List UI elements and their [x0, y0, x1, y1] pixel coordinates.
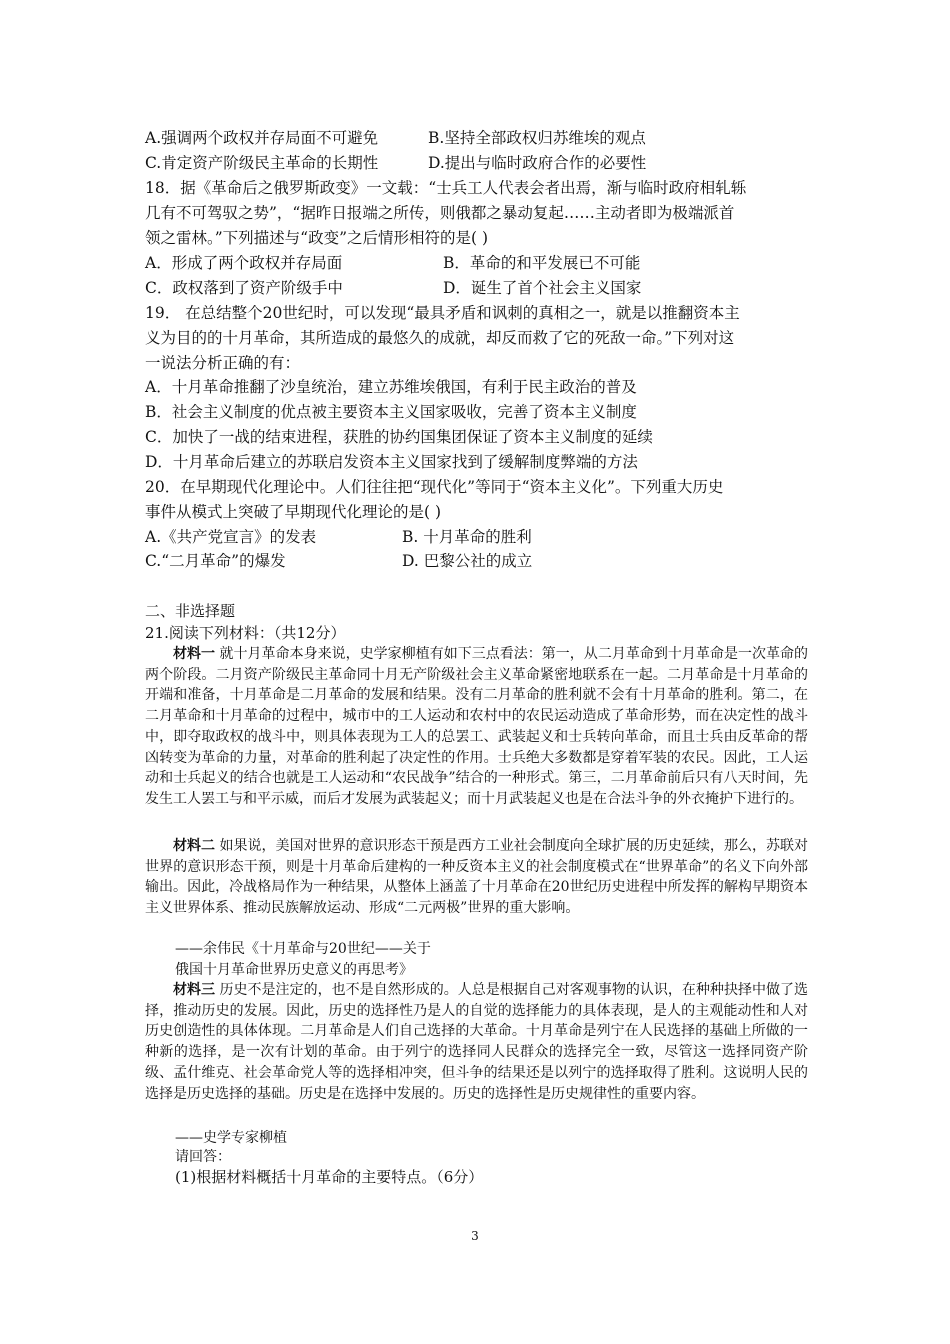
q17-option-b: B.坚持全部政权归苏维埃的观点	[428, 129, 646, 147]
sub-question-1: (1)根据材料概括十月革命的主要特点。（6分）	[175, 1168, 484, 1186]
q17-option-d: D.提出与临时政府合作的必要性	[428, 154, 647, 172]
q18-stem-line-1: 18．据《革命后之俄罗斯政变》一文载：“士兵工人代表会者出焉，渐与临时政府相轧轹	[145, 179, 747, 197]
q19-stem-line-3: 一说法分析正确的有：	[145, 354, 301, 372]
q17-option-c: C.肯定资产阶级民主革命的长期性	[145, 154, 379, 172]
q18-options-row-1	[145, 253, 805, 273]
q20-option-a: A.《共产党宣言》的发表	[145, 528, 317, 546]
section-title: 二、非选择题	[145, 602, 236, 620]
material-one	[145, 644, 808, 810]
q19-option-c: C．加快了一战的结束进程，获胜的协约国集团保证了资本主义制度的延续	[145, 428, 653, 446]
q21-intro: 21.阅读下列材料：（共12分）	[145, 624, 346, 642]
q17-options-row-1	[145, 128, 805, 148]
q19-stem-line-1: 19． 在总结整个20世纪时，可以发现“最具矛盾和讽刺的真相之一，就是以推翻资本主	[145, 304, 740, 322]
q19-option-b: B．社会主义制度的优点被主要资本主义国家吸收，完善了资本主义制度	[145, 403, 637, 421]
q19-option-a: A．十月革命推翻了沙皇统治，建立苏维埃俄国，有利于民主政治的普及	[145, 378, 637, 396]
material-three-text: 历史不是注定的，也不是自然形成的。人总是根据自己对客观事物的认识，在种种抉择中做了选择，推动历史的发展。因此，历史的选择性乃是人的自觉的选择能力的具体表现，是人的主观能动性和人对历史创造性的具体体现。二月革命是人们自己选择的大革命。十月革命是列宁在人民选择的基础上所做的一种新的选择，是一次有计划的革命。由于列宁的选择同人民群众的选择完全一致，尽管这一选择同资产阶级、孟什维克、社会革命党人等的选择相冲突，但斗争的结果还是以列宁的选择取得了胜利。这说明人民的选择是历史选择的基础。历史是在选择中发展的。历史的选择性是历史规律性的重要内容。	[145, 982, 809, 1102]
q18-option-c: C．政权落到了资产阶级手中	[145, 279, 343, 297]
answer-prompt: 请回答：	[175, 1149, 231, 1165]
q19-option-d: D．十月革命后建立的苏联启发资本主义国家找到了缓解制度弊端的方法	[145, 453, 638, 471]
q20-stem-line-2: 事件从模式上突破了早期现代化理论的是( )	[145, 503, 442, 521]
q19-stem-line-2: 义为目的的十月革命，其所造成的最悠久的成就，却反而救了它的死敌一命。”下列对这	[145, 329, 735, 347]
q18-stem-line-2: 几有不可驾驭之势”，“据昨日报端之所传，则俄都之暴动复起……主动者即为极端派首	[145, 204, 735, 222]
material-two	[145, 836, 808, 919]
material-two-source-line-1: ——余伟民《十月革命与20世纪——关于	[175, 941, 431, 957]
q20-option-b: B. 十月革命的胜利	[402, 528, 532, 546]
q20-options-row-2	[145, 551, 805, 571]
q20-option-d: D. 巴黎公社的成立	[402, 552, 533, 570]
q18-option-b: B．革命的和平发展已不可能	[443, 254, 641, 272]
q20-options-row-1	[145, 527, 805, 547]
q20-stem-line-1: 20．在早期现代化理论中。人们往往把“现代化”等同于“资本主义化”。下列重大历史	[145, 478, 724, 496]
q17-option-a: A.强调两个政权并存局面不可避免	[145, 129, 379, 147]
q17-options-row-2	[145, 153, 805, 173]
q20-option-c: C.“二月革命”的爆发	[145, 552, 286, 570]
material-three-label: 材料三	[173, 982, 216, 998]
material-one-text: 就十月革命本身来说，史学家柳植有如下三点看法：第一，从二月革命到十月革命是一次革命的两个阶段。二月资产阶级民主革命同十月无产阶级社会主义革命紧密地联系在一起。二月革命是十月革命的开端和准备，十月革命是二月革命的发展和结果。没有二月革命的胜利就不会有十月革命的胜利。第二，在二月革命和十月革命的过程中，城市中的工人运动和农村中的农民运动造成了革命形势，而在决定性的战斗中，即夺取政权的战斗中，则具体表现为工人的总罢工、武装起义和士兵转向革命，而且士兵由反革命的帮凶转变为革命的力量，对革命的胜利起了决定性的作用。士兵绝大多数都是穿着军装的农民。因此，工人运动和士兵起义的结合也就是工人运动和“农民战争”结合的一种形式。第三，二月革命前后只有八天时间，先发生工人罢工与和平示威，而后才发展为武装起义；而十月武装起义也是在合法斗争的外衣掩护下进行的。	[145, 646, 809, 807]
material-one-label: 材料一	[173, 646, 216, 662]
q18-stem-line-3: 领之雷林。”下列描述与“政变”之后情形相符的是( )	[145, 229, 489, 247]
material-two-text: 如果说，美国对世界的意识形态干预是西方工业社会制度向全球扩展的历史延续，那么，苏联对世界的意识形态干预，则是十月革命后建构的一种反资本主义的社会制度模式在“世界革命”的名义下向外部输出。因此，冷战格局作为一种结果，从整体上涵盖了十月革命在20世纪历史进程中所发挥的解构早期资本主义世界体系、推动民族解放运动、形成“二元两极”世界的重大影响。	[145, 838, 809, 917]
material-three-source: ——史学专家柳植	[175, 1130, 287, 1146]
material-two-source-line-2: 俄国十月革命世界历史意义的再思考》	[175, 962, 413, 978]
material-three	[145, 980, 808, 1104]
q18-option-a: A．形成了两个政权并存局面	[145, 254, 343, 272]
page-number: 3	[471, 1229, 479, 1243]
q18-option-d: D．诞生了首个社会主义国家	[443, 279, 642, 297]
q18-options-row-2	[145, 278, 805, 298]
material-two-label: 材料二	[173, 838, 216, 854]
